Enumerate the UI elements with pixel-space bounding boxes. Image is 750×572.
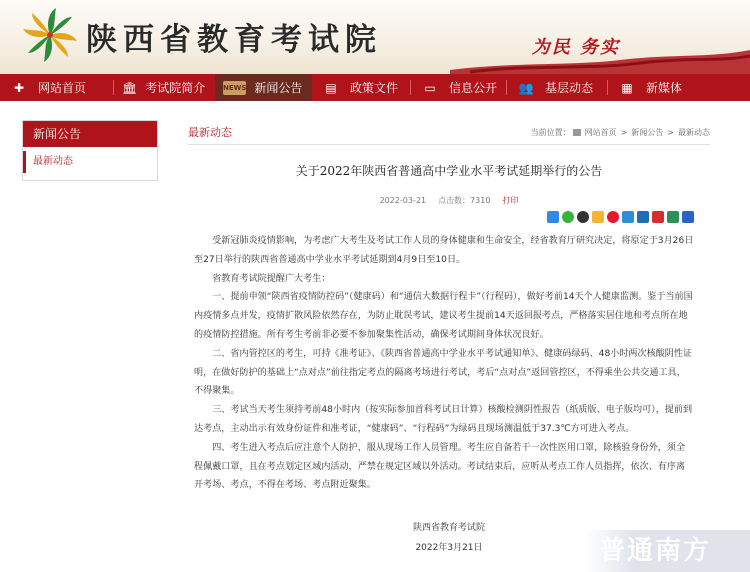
book-icon: ▤ — [325, 80, 337, 95]
nav-label: 网站首页 — [38, 81, 87, 95]
sidebar — [22, 120, 158, 181]
sidebar-item-latest[interactable]: 最新动态 — [23, 151, 157, 173]
article-title: 关于2022年陕西省普通高中学业水平考试延期举行的公告 — [295, 164, 603, 178]
plus-cross-icon: ✚ — [13, 80, 25, 95]
chat-icon: ▭ — [424, 80, 436, 95]
breadcrumb-latest[interactable]: 最新动态 — [678, 127, 710, 137]
nav-about[interactable] — [114, 74, 215, 101]
douban-icon[interactable] — [667, 211, 679, 223]
nav-label: 基层动态 — [545, 81, 594, 95]
section-title: 最新动态 — [188, 126, 232, 139]
home-icon — [573, 129, 581, 136]
breadcrumb: 当前位置： 网站首页 > 新闻公告 > 最新动态 — [530, 127, 710, 137]
slogan-text: 为民 务实 — [531, 37, 620, 58]
tencent-weibo-icon[interactable] — [622, 211, 634, 223]
nav-label: 政策文件 — [350, 81, 399, 95]
article-paragraph: 受新冠肺炎疫情影响，为考虑广大考生及考试工作人员的身体健康和生命安全，经省教育厅研究决定，将原定于3月26日至27日举行的陕西省普通高中学业水平考试延期到4月9日至10日。 — [194, 236, 694, 265]
site-title: 陕西省教育考试院 — [86, 22, 382, 58]
nav-new-media[interactable] — [608, 74, 750, 101]
share-bar — [547, 211, 694, 223]
renren-icon[interactable] — [637, 211, 649, 223]
article-paragraph: 省教育考试院提醒广大考生： — [212, 273, 331, 284]
article-signature: 陕西省教育考试院 — [412, 523, 485, 533]
article-date: 2022-03-21 — [379, 196, 427, 205]
nav-home[interactable] — [0, 74, 114, 101]
news-icon: NEWS — [223, 81, 246, 95]
print-link[interactable]: 打印 — [502, 196, 519, 205]
article-signature-date: 2022年3月21日 — [415, 543, 483, 553]
article-paragraph: 三、考试当天考生须持考前48小时内（按实际参加首科考试日计算）核酸检测阴性报告（纸质版、电子版均可），提前到达考点，主动出示有效身份证件和准考证，“健康码”、“行程码”为绿码且现场测温低于37.3℃方可进入考点。 — [194, 405, 693, 434]
nav-label: 考试院简介 — [145, 81, 206, 95]
people-icon: 👥 — [518, 80, 534, 95]
pinwheel-logo-icon[interactable] — [22, 7, 78, 63]
breadcrumb-prefix: 当前位置： — [530, 127, 571, 137]
nav-info[interactable] — [411, 74, 507, 101]
sidebar-heading: 新闻公告 — [23, 121, 157, 147]
main-nav — [0, 74, 750, 101]
weibo-icon[interactable] — [607, 211, 619, 223]
article-body — [194, 232, 694, 495]
building-icon: 🏛 — [122, 80, 138, 95]
nav-policy[interactable] — [312, 74, 411, 101]
qzone-icon[interactable] — [592, 211, 604, 223]
section-header — [188, 120, 710, 145]
qq-icon[interactable] — [577, 211, 589, 223]
share-more-icon[interactable] — [547, 211, 559, 223]
breadcrumb-news[interactable]: 新闻公告 — [631, 127, 664, 137]
kaixin-icon[interactable] — [652, 211, 664, 223]
nav-label: 新闻公告 — [254, 81, 303, 95]
nav-label: 信息公开 — [448, 81, 497, 95]
wechat-icon[interactable] — [562, 211, 574, 223]
grid-icon: ▦ — [621, 80, 633, 95]
article-views: 点击数：7310 — [438, 196, 491, 205]
article-paragraph: 二、省内管控区的考生，可持《准考证》、《陕西省普通高中学业水平考试通知单》、健康码绿码、48小时两次核酸阴性证明，在做好防护的基础上“点对点”前往指定考点的隔离考场进行考试，考后“点对点”返回管控区，不得乘坐公共交通工具，不得聚集。 — [194, 348, 693, 397]
article-paragraph: 一、提前申领“陕西省疫情防控码”（健康码）和“通信大数据行程卡”（行程码），做好考前14天个人健康监测。鉴于当前国内疫情多点并发，疫情扩散风险依然存在，为防止耽误考试，建议考生提前14天返回报考点，严格落实居住地和考点所在地的疫情防控措施。所有考生考前非必要不参加聚集性活动，确保考试期间身体状况良好。 — [194, 292, 693, 340]
nav-grassroots[interactable] — [507, 74, 608, 101]
article-paragraph: 四、考生进入考点后应注意个人防护，服从现场工作人员管理。考生应自备若干一次性医用口罩，除核验身份外，须全程佩戴口罩，且在考点划定区域内活动，严禁在规定区域以外活动。考试结束后，应听从考点工作人员指挥，依次、有序离开考场、考点，不得在考场、考点附近聚集。 — [194, 442, 686, 491]
article-meta — [188, 195, 710, 206]
watermark: 普通南方 — [585, 530, 750, 572]
nav-label: 新媒体 — [646, 81, 683, 95]
nav-news[interactable] — [215, 74, 312, 101]
site-header — [0, 0, 750, 74]
baidu-icon[interactable] — [682, 211, 694, 223]
breadcrumb-home[interactable]: 网站首页 — [584, 127, 617, 137]
